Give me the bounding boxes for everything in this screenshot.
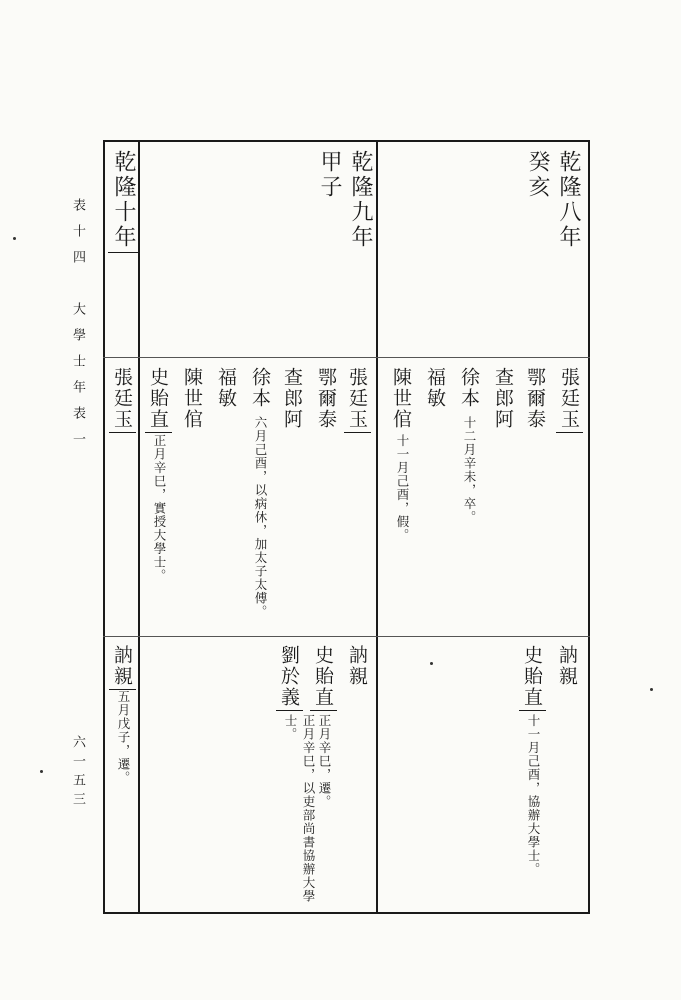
assistant-note: 十一月己酉，協辦大學士。 <box>526 714 541 876</box>
table-top-border <box>103 140 590 142</box>
assistant-name: 訥親 <box>109 645 136 690</box>
section-divider-lower <box>103 636 590 637</box>
secretary-name: 福敏 <box>215 367 237 409</box>
ganzhi-label: 癸亥 <box>525 150 550 200</box>
assistant-name: 史貽直 <box>310 645 337 711</box>
table-right-border <box>588 140 590 914</box>
assistant-name: 史貽直 <box>519 645 546 711</box>
ganzhi-label: 甲子 <box>317 150 342 200</box>
year-label: 乾隆九年 <box>348 150 373 250</box>
secretary-name: 張廷玉 <box>556 367 583 433</box>
secretary-name: 鄂爾泰 <box>315 367 337 430</box>
secretary-name: 查郎阿 <box>281 367 303 430</box>
print-speck <box>40 770 43 773</box>
secretary-note: 十二月辛未，卒。 <box>462 416 477 524</box>
print-speck <box>13 237 16 240</box>
year-label: 乾隆八年 <box>556 150 581 250</box>
assistant-note: 正月辛巳，遷。 <box>317 714 332 809</box>
secretary-note: 六月己酉，以病休，加太子太傅。 <box>253 416 268 619</box>
assistant-note: 五月戊子，遷。 <box>116 690 131 785</box>
secretary-name: 張廷玉 <box>109 367 136 433</box>
secretary-name: 陳世倌 <box>181 367 203 430</box>
secretary-name: 查郎阿 <box>492 367 514 430</box>
table-left-border <box>103 140 105 914</box>
secretary-note: 十一月己酉，假。 <box>395 434 410 542</box>
assistant-name: 訥親 <box>346 645 368 687</box>
secretary-name: 史貽直 <box>145 367 172 433</box>
column-divider-2 <box>138 140 140 914</box>
print-speck <box>430 662 433 665</box>
print-speck <box>650 688 653 691</box>
assistant-note: 正月辛巳，以吏部尚書協辦大學士。 <box>283 714 316 903</box>
year-label: 乾隆十年 <box>108 150 139 253</box>
page-number: 六一五三 <box>70 735 85 811</box>
secretary-name: 張廷玉 <box>344 367 371 433</box>
section-divider-upper <box>103 357 590 358</box>
table-bottom-border <box>103 912 590 914</box>
secretary-name: 徐本 <box>249 367 271 409</box>
secretary-name: 徐本 <box>458 367 480 409</box>
secretary-note: 正月辛巳，實授大學士。 <box>152 434 167 583</box>
running-header: 表十四 大學士年表一 <box>70 198 85 458</box>
secretary-name: 鄂爾泰 <box>524 367 546 430</box>
secretary-name: 福敏 <box>424 367 446 409</box>
secretary-name: 陳世倌 <box>390 367 412 430</box>
assistant-name: 訥親 <box>556 645 578 687</box>
column-divider-1 <box>376 140 378 914</box>
assistant-name: 劉於義 <box>276 645 303 711</box>
